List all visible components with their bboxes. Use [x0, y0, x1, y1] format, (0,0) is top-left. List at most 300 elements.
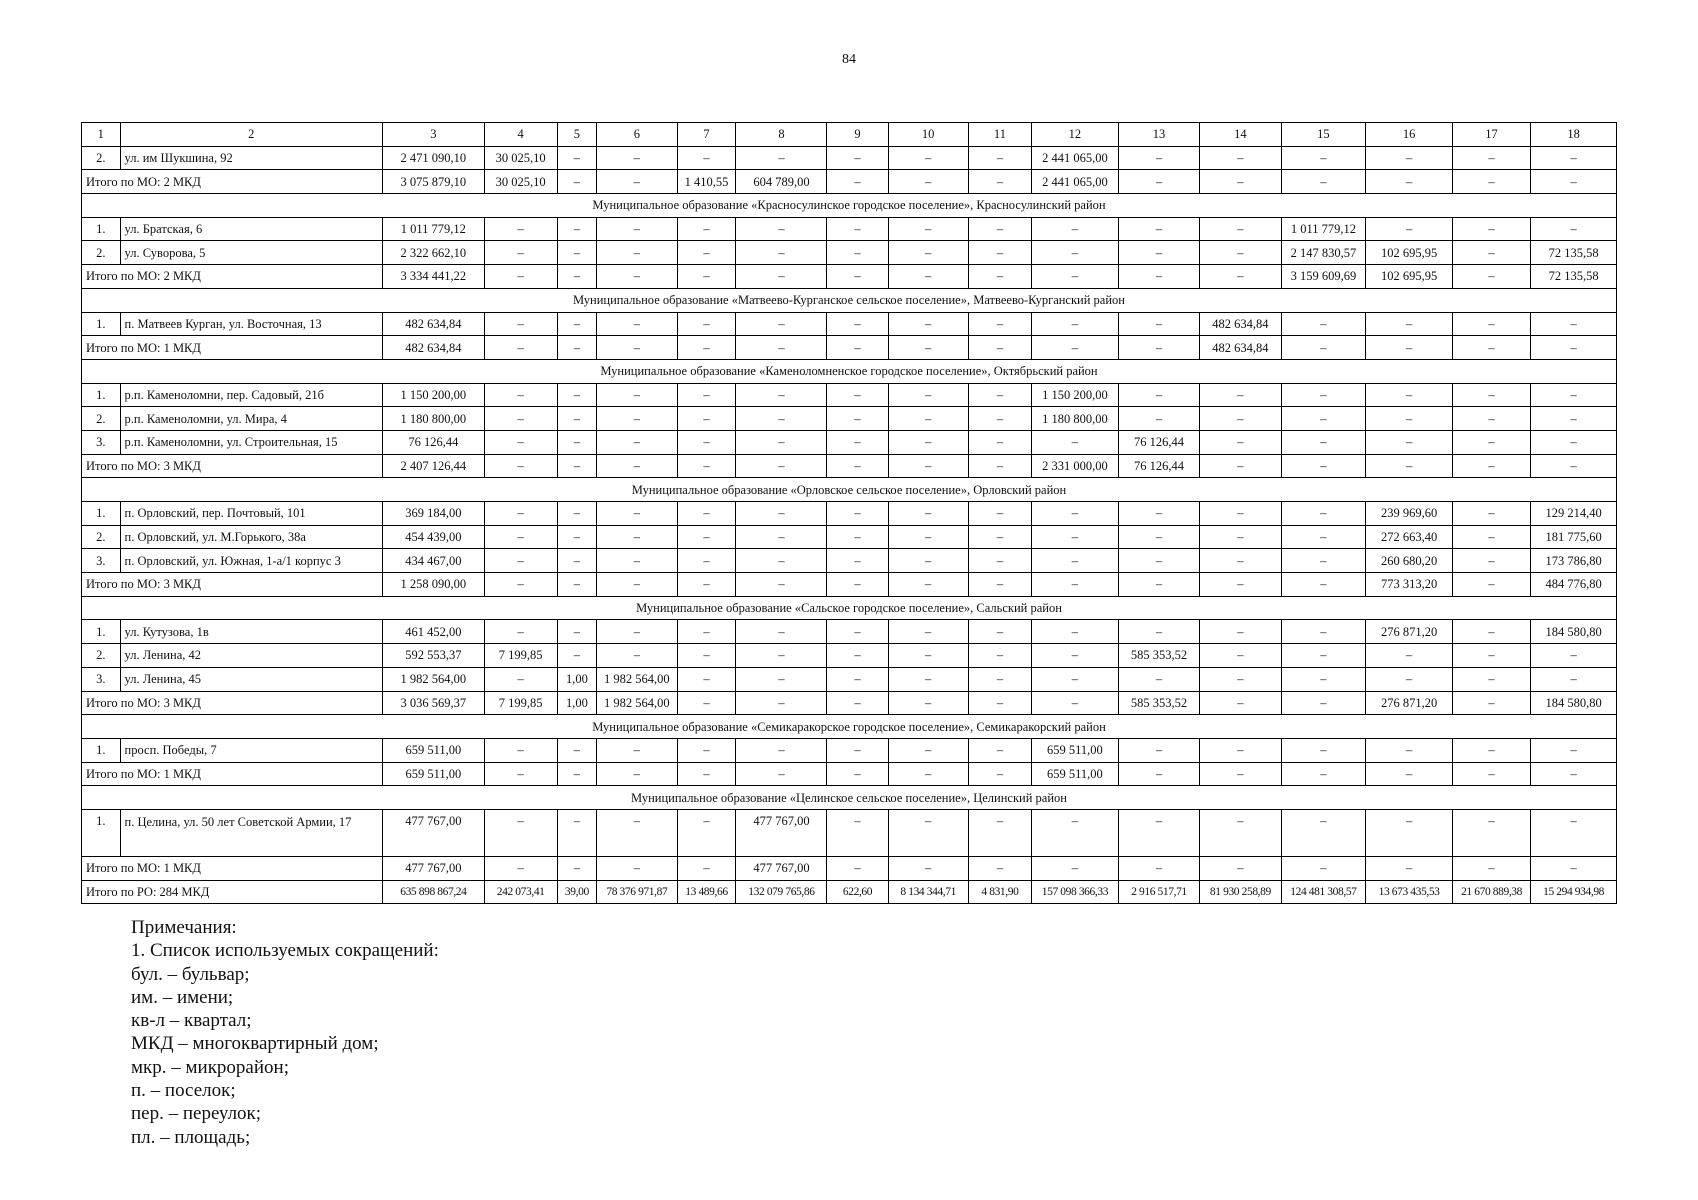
- table-row: [82, 738, 1617, 762]
- value-cell: –: [557, 217, 597, 241]
- value-cell: –: [1281, 856, 1366, 880]
- address-cell: п. Орловский, пер. Почтовый, 101: [120, 502, 382, 526]
- notes-section: [131, 916, 439, 1149]
- value-cell: –: [888, 620, 968, 644]
- value-cell: –: [597, 762, 677, 786]
- value-cell: –: [484, 241, 557, 265]
- value-cell: 622,60: [827, 880, 888, 904]
- value-cell: 276 871,20: [1366, 620, 1453, 644]
- total-label: Итого по МО: 2 МКД: [82, 170, 383, 194]
- value-cell: –: [736, 146, 827, 170]
- value-cell: –: [827, 691, 888, 715]
- table-row: [82, 241, 1617, 265]
- value-cell: –: [1032, 312, 1119, 336]
- value-cell: –: [1118, 336, 1199, 360]
- value-cell: –: [1531, 644, 1617, 668]
- value-cell: –: [1366, 738, 1453, 762]
- value-cell: 30 025,10: [484, 146, 557, 170]
- value-cell: 659 511,00: [1032, 738, 1119, 762]
- value-cell: 2 322 662,10: [382, 241, 484, 265]
- value-cell: –: [1032, 336, 1119, 360]
- note-line: 1. Список используемых сокращений:: [131, 940, 439, 962]
- value-cell: 124 481 308,57: [1281, 880, 1366, 904]
- header-cell: 12: [1032, 123, 1119, 147]
- value-cell: –: [484, 312, 557, 336]
- value-cell: –: [1200, 430, 1281, 454]
- value-cell: 484 776,80: [1531, 573, 1617, 597]
- value-cell: 1 011 779,12: [382, 217, 484, 241]
- value-cell: –: [484, 762, 557, 786]
- value-cell: –: [1281, 573, 1366, 597]
- value-cell: 2 916 517,71: [1118, 880, 1199, 904]
- value-cell: –: [484, 430, 557, 454]
- value-cell: –: [1531, 454, 1617, 478]
- value-cell: 1 258 090,00: [382, 573, 484, 597]
- value-cell: 477 767,00: [382, 856, 484, 880]
- value-cell: –: [1281, 667, 1366, 691]
- section-title: Муниципальное образование «Матвеево-Курганское сельское поселение», Матвеево-Курганский район: [82, 288, 1617, 312]
- value-cell: 30 025,10: [484, 170, 557, 194]
- row-index: 1.: [82, 312, 121, 336]
- value-cell: –: [597, 170, 677, 194]
- row-index: 3.: [82, 430, 121, 454]
- value-cell: 434 467,00: [382, 549, 484, 573]
- value-cell: 604 789,00: [736, 170, 827, 194]
- value-cell: –: [1200, 620, 1281, 644]
- value-cell: –: [557, 336, 597, 360]
- value-cell: 184 580,80: [1531, 620, 1617, 644]
- value-cell: –: [1531, 856, 1617, 880]
- value-cell: –: [888, 430, 968, 454]
- value-cell: –: [1281, 525, 1366, 549]
- value-cell: –: [484, 217, 557, 241]
- value-cell: 3 036 569,37: [382, 691, 484, 715]
- subtotal-row: [82, 762, 1617, 786]
- header-cell: 5: [557, 123, 597, 147]
- value-cell: –: [557, 502, 597, 526]
- value-cell: –: [1118, 312, 1199, 336]
- value-cell: –: [888, 383, 968, 407]
- value-cell: 3 159 609,69: [1281, 265, 1366, 289]
- total-label: Итого по МО: 1 МКД: [82, 762, 383, 786]
- note-line: п. – поселок;: [131, 1080, 236, 1102]
- value-cell: –: [1281, 691, 1366, 715]
- address-cell: п. Орловский, ул. Южная, 1-а/1 корпус 3: [120, 549, 382, 573]
- value-cell: –: [1118, 667, 1199, 691]
- value-cell: –: [1531, 336, 1617, 360]
- value-cell: –: [968, 525, 1031, 549]
- value-cell: –: [597, 525, 677, 549]
- value-cell: –: [736, 454, 827, 478]
- value-cell: –: [1200, 525, 1281, 549]
- value-cell: –: [888, 667, 968, 691]
- value-cell: –: [968, 454, 1031, 478]
- subtotal-row: [82, 454, 1617, 478]
- total-label: Итого по МО: 1 МКД: [82, 856, 383, 880]
- value-cell: –: [1281, 738, 1366, 762]
- value-cell: 477 767,00: [736, 856, 827, 880]
- value-cell: –: [1032, 856, 1119, 880]
- table-row: [82, 430, 1617, 454]
- value-cell: –: [557, 738, 597, 762]
- value-cell: –: [557, 856, 597, 880]
- value-cell: –: [827, 573, 888, 597]
- total-label: Итого по МО: 3 МКД: [82, 691, 383, 715]
- table-row: [82, 407, 1617, 431]
- value-cell: –: [1200, 502, 1281, 526]
- value-cell: –: [484, 336, 557, 360]
- subtotal-row: [82, 573, 1617, 597]
- value-cell: –: [1032, 691, 1119, 715]
- address-cell: р.п. Каменоломни, пер. Садовый, 21б: [120, 383, 382, 407]
- value-cell: –: [1118, 217, 1199, 241]
- header-cell: 6: [597, 123, 677, 147]
- section-header-row: [82, 596, 1617, 620]
- value-cell: –: [968, 170, 1031, 194]
- value-cell: –: [827, 525, 888, 549]
- value-cell: 477 767,00: [736, 809, 827, 856]
- value-cell: 132 079 765,86: [736, 880, 827, 904]
- value-cell: –: [1281, 454, 1366, 478]
- value-cell: 13 673 435,53: [1366, 880, 1453, 904]
- value-cell: –: [484, 407, 557, 431]
- value-cell: –: [968, 644, 1031, 668]
- value-cell: 76 126,44: [382, 430, 484, 454]
- value-cell: 1 150 200,00: [1032, 383, 1119, 407]
- value-cell: –: [557, 454, 597, 478]
- value-cell: –: [827, 667, 888, 691]
- value-cell: –: [1452, 454, 1530, 478]
- value-cell: 1 150 200,00: [382, 383, 484, 407]
- value-cell: –: [968, 217, 1031, 241]
- value-cell: –: [557, 312, 597, 336]
- page-number: 84: [842, 52, 856, 67]
- value-cell: –: [736, 336, 827, 360]
- value-cell: –: [1281, 430, 1366, 454]
- value-cell: 181 775,60: [1531, 525, 1617, 549]
- value-cell: –: [888, 170, 968, 194]
- value-cell: –: [557, 620, 597, 644]
- value-cell: –: [827, 549, 888, 573]
- table-row: [82, 667, 1617, 691]
- value-cell: –: [1281, 502, 1366, 526]
- table-row: [82, 525, 1617, 549]
- note-line: им. – имени;: [131, 986, 234, 1008]
- value-cell: –: [557, 241, 597, 265]
- value-cell: –: [1452, 620, 1530, 644]
- value-cell: –: [677, 573, 736, 597]
- value-cell: –: [484, 738, 557, 762]
- value-cell: 239 969,60: [1366, 502, 1453, 526]
- value-cell: –: [827, 454, 888, 478]
- value-cell: –: [597, 620, 677, 644]
- value-cell: –: [1200, 146, 1281, 170]
- value-cell: –: [1118, 502, 1199, 526]
- value-cell: –: [1452, 241, 1530, 265]
- value-cell: –: [736, 525, 827, 549]
- value-cell: –: [1366, 170, 1453, 194]
- value-cell: –: [677, 407, 736, 431]
- value-cell: –: [1366, 430, 1453, 454]
- value-cell: –: [1281, 809, 1366, 856]
- value-cell: –: [557, 549, 597, 573]
- value-cell: 7 199,85: [484, 691, 557, 715]
- value-cell: –: [1200, 856, 1281, 880]
- value-cell: 173 786,80: [1531, 549, 1617, 573]
- value-cell: –: [968, 430, 1031, 454]
- value-cell: 1 982 564,00: [597, 691, 677, 715]
- value-cell: –: [484, 502, 557, 526]
- value-cell: –: [827, 407, 888, 431]
- value-cell: –: [1452, 573, 1530, 597]
- value-cell: –: [968, 265, 1031, 289]
- value-cell: –: [827, 312, 888, 336]
- value-cell: 3 334 441,22: [382, 265, 484, 289]
- value-cell: –: [736, 383, 827, 407]
- value-cell: –: [484, 525, 557, 549]
- value-cell: –: [968, 738, 1031, 762]
- value-cell: –: [1032, 644, 1119, 668]
- value-cell: –: [1452, 644, 1530, 668]
- note-line: бул. – бульвар;: [131, 963, 250, 985]
- header-cell: 2: [120, 123, 382, 147]
- value-cell: –: [888, 549, 968, 573]
- table-row: [82, 146, 1617, 170]
- value-cell: 3 075 879,10: [382, 170, 484, 194]
- value-cell: –: [827, 620, 888, 644]
- value-cell: –: [597, 265, 677, 289]
- value-cell: 773 313,20: [1366, 573, 1453, 597]
- value-cell: 260 680,20: [1366, 549, 1453, 573]
- value-cell: –: [1281, 312, 1366, 336]
- value-cell: –: [827, 430, 888, 454]
- value-cell: –: [736, 549, 827, 573]
- value-cell: –: [597, 738, 677, 762]
- value-cell: –: [1118, 738, 1199, 762]
- address-cell: р.п. Каменоломни, ул. Мира, 4: [120, 407, 382, 431]
- value-cell: –: [677, 217, 736, 241]
- value-cell: –: [827, 336, 888, 360]
- subtotal-row: [82, 856, 1617, 880]
- value-cell: –: [557, 525, 597, 549]
- value-cell: –: [1366, 217, 1453, 241]
- value-cell: 1 982 564,00: [382, 667, 484, 691]
- value-cell: 102 695,95: [1366, 241, 1453, 265]
- value-cell: –: [1531, 430, 1617, 454]
- value-cell: 1,00: [557, 667, 597, 691]
- value-cell: –: [1281, 407, 1366, 431]
- value-cell: 461 452,00: [382, 620, 484, 644]
- notes-title: Примечания:: [131, 917, 237, 938]
- value-cell: –: [1032, 525, 1119, 549]
- value-cell: –: [968, 809, 1031, 856]
- header-cell: 16: [1366, 123, 1453, 147]
- value-cell: –: [1281, 170, 1366, 194]
- value-cell: –: [677, 265, 736, 289]
- value-cell: –: [888, 265, 968, 289]
- value-cell: –: [736, 573, 827, 597]
- value-cell: –: [888, 454, 968, 478]
- value-cell: –: [888, 856, 968, 880]
- value-cell: –: [827, 644, 888, 668]
- value-cell: –: [677, 312, 736, 336]
- value-cell: –: [484, 265, 557, 289]
- value-cell: –: [1118, 573, 1199, 597]
- section-header-row: [82, 288, 1617, 312]
- table-row: [82, 383, 1617, 407]
- value-cell: –: [827, 265, 888, 289]
- value-cell: –: [736, 762, 827, 786]
- value-cell: –: [557, 146, 597, 170]
- table-row: [82, 549, 1617, 573]
- value-cell: 1 011 779,12: [1281, 217, 1366, 241]
- value-cell: –: [1281, 620, 1366, 644]
- value-cell: –: [1531, 217, 1617, 241]
- table-body: [82, 123, 1617, 904]
- value-cell: 2 441 065,00: [1032, 146, 1119, 170]
- value-cell: –: [677, 620, 736, 644]
- value-cell: –: [1531, 738, 1617, 762]
- value-cell: –: [968, 549, 1031, 573]
- value-cell: –: [1281, 762, 1366, 786]
- row-index: 1.: [82, 502, 121, 526]
- value-cell: –: [736, 667, 827, 691]
- note-line: пер. – переулок;: [131, 1103, 262, 1125]
- value-cell: 2 331 000,00: [1032, 454, 1119, 478]
- value-cell: –: [968, 762, 1031, 786]
- value-cell: –: [1032, 667, 1119, 691]
- section-title: Муниципальное образование «Сальское городское поселение», Сальский район: [82, 596, 1617, 620]
- value-cell: –: [677, 549, 736, 573]
- value-cell: –: [1032, 265, 1119, 289]
- value-cell: 8 134 344,71: [888, 880, 968, 904]
- value-cell: –: [888, 241, 968, 265]
- value-cell: –: [1452, 738, 1530, 762]
- value-cell: –: [736, 502, 827, 526]
- value-cell: –: [677, 644, 736, 668]
- header-cell: 9: [827, 123, 888, 147]
- value-cell: –: [888, 762, 968, 786]
- section-header-row: [82, 359, 1617, 383]
- value-cell: 369 184,00: [382, 502, 484, 526]
- value-cell: 1 982 564,00: [597, 667, 677, 691]
- value-cell: –: [827, 502, 888, 526]
- value-cell: –: [736, 217, 827, 241]
- header-cell: 3: [382, 123, 484, 147]
- value-cell: –: [888, 336, 968, 360]
- section-header-row: [82, 478, 1617, 502]
- value-cell: 477 767,00: [382, 809, 484, 856]
- value-cell: –: [484, 620, 557, 644]
- value-cell: –: [677, 241, 736, 265]
- value-cell: –: [1452, 407, 1530, 431]
- subtotal-row: [82, 691, 1617, 715]
- value-cell: –: [888, 644, 968, 668]
- section-title: Муниципальное образование «Целинское сельское поселение», Целинский район: [82, 786, 1617, 810]
- value-cell: –: [968, 667, 1031, 691]
- value-cell: –: [968, 502, 1031, 526]
- value-cell: –: [1118, 407, 1199, 431]
- value-cell: –: [1118, 241, 1199, 265]
- value-cell: –: [1200, 738, 1281, 762]
- value-cell: –: [1531, 146, 1617, 170]
- value-cell: –: [677, 383, 736, 407]
- value-cell: –: [1452, 383, 1530, 407]
- value-cell: –: [1531, 809, 1617, 856]
- value-cell: –: [968, 336, 1031, 360]
- value-cell: –: [1118, 146, 1199, 170]
- value-cell: –: [1366, 407, 1453, 431]
- value-cell: –: [557, 430, 597, 454]
- address-cell: п. Матвеев Курган, ул. Восточная, 13: [120, 312, 382, 336]
- value-cell: –: [1032, 217, 1119, 241]
- value-cell: –: [1366, 383, 1453, 407]
- value-cell: –: [597, 573, 677, 597]
- value-cell: –: [597, 407, 677, 431]
- value-cell: 1 410,55: [677, 170, 736, 194]
- total-label: Итого по МО: 1 МКД: [82, 336, 383, 360]
- value-cell: –: [1366, 644, 1453, 668]
- note-line: мкр. – микрорайон;: [131, 1056, 289, 1078]
- value-cell: 659 511,00: [382, 738, 484, 762]
- subtotal-row: [82, 336, 1617, 360]
- value-cell: –: [888, 738, 968, 762]
- value-cell: –: [557, 407, 597, 431]
- value-cell: –: [968, 407, 1031, 431]
- header-cell: 18: [1531, 123, 1617, 147]
- header-cell: 15: [1281, 123, 1366, 147]
- value-cell: –: [1200, 573, 1281, 597]
- table-row: [82, 502, 1617, 526]
- address-cell: ул. Кутузова, 1в: [120, 620, 382, 644]
- value-cell: 592 553,37: [382, 644, 484, 668]
- value-cell: –: [736, 620, 827, 644]
- total-label: Итого по МО: 3 МКД: [82, 454, 383, 478]
- value-cell: –: [1200, 170, 1281, 194]
- header-cell: 14: [1200, 123, 1281, 147]
- table-row: [82, 644, 1617, 668]
- row-index: 2.: [82, 644, 121, 668]
- address-cell: ул. Братская, 6: [120, 217, 382, 241]
- value-cell: –: [888, 573, 968, 597]
- value-cell: –: [1200, 809, 1281, 856]
- value-cell: 13 489,66: [677, 880, 736, 904]
- value-cell: –: [1281, 383, 1366, 407]
- value-cell: –: [968, 383, 1031, 407]
- address-cell: ул. Ленина, 45: [120, 667, 382, 691]
- value-cell: –: [1366, 146, 1453, 170]
- value-cell: –: [484, 573, 557, 597]
- table-row: [82, 620, 1617, 644]
- value-cell: –: [677, 856, 736, 880]
- header-cell: 13: [1118, 123, 1199, 147]
- value-cell: –: [1366, 454, 1453, 478]
- value-cell: –: [1200, 383, 1281, 407]
- address-cell: п. Целина, ул. 50 лет Советской Армии, 17: [120, 809, 382, 856]
- value-cell: –: [597, 549, 677, 573]
- header-cell: 1: [82, 123, 121, 147]
- value-cell: 1 180 800,00: [382, 407, 484, 431]
- value-cell: –: [1366, 336, 1453, 360]
- header-cell: 8: [736, 123, 827, 147]
- value-cell: –: [1032, 809, 1119, 856]
- value-cell: –: [557, 809, 597, 856]
- value-cell: –: [1118, 856, 1199, 880]
- table-row: [82, 312, 1617, 336]
- value-cell: –: [1366, 762, 1453, 786]
- value-cell: 1,00: [557, 691, 597, 715]
- value-cell: –: [1281, 549, 1366, 573]
